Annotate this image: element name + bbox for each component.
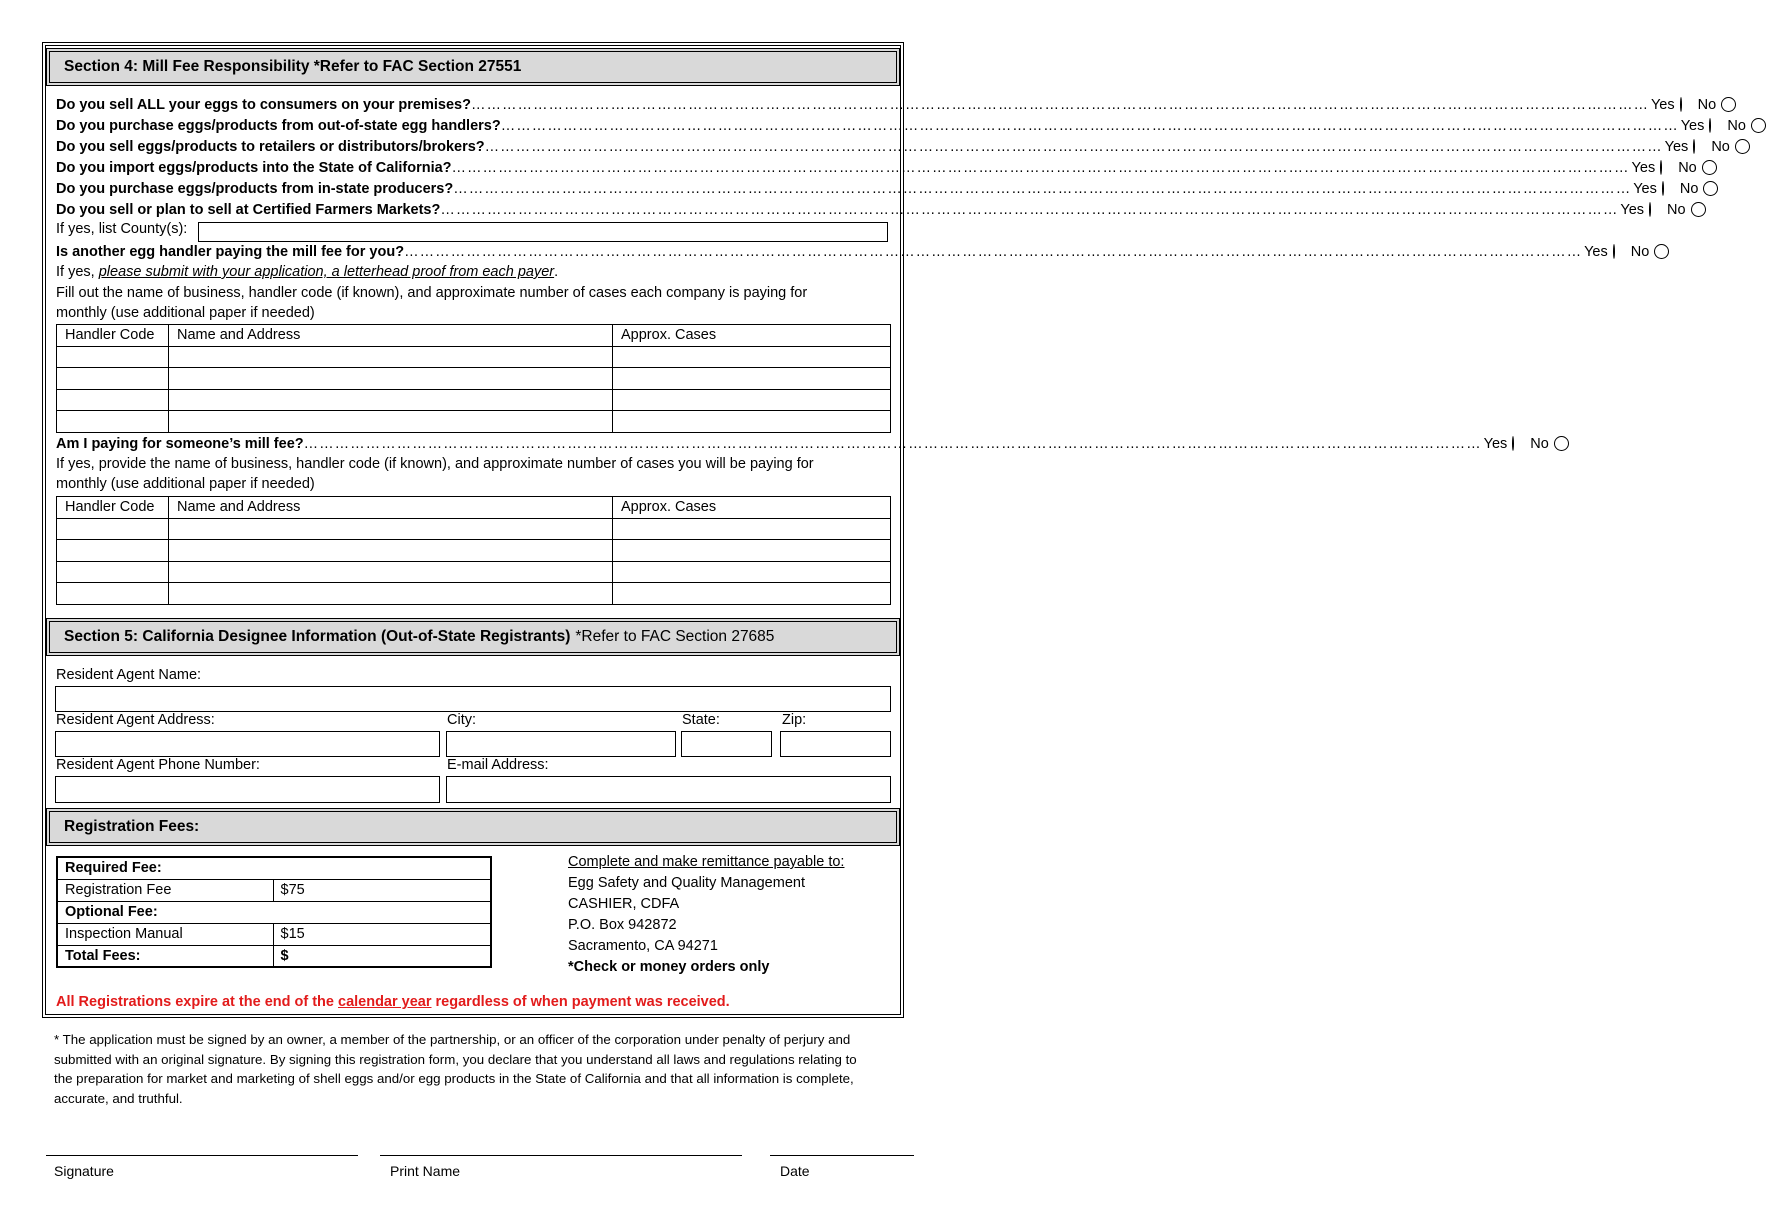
dot-leader: ………………………………………………………………………………………………………………………………………………………………………………………………………… [404, 243, 1583, 260]
inspection-manual-label: Inspection Manual [57, 923, 273, 945]
yes-label: Yes [1680, 117, 1705, 134]
yes-label: Yes [1664, 138, 1689, 155]
question-row [56, 157, 1697, 178]
table-header-row [57, 325, 891, 347]
date-input[interactable] [770, 1155, 914, 1156]
name-address-cell[interactable] [169, 583, 613, 605]
no-radio[interactable] [1703, 181, 1718, 196]
table-header-row [57, 497, 891, 519]
table-row [57, 368, 891, 390]
state-input[interactable] [681, 731, 772, 757]
no-radio[interactable] [1721, 97, 1736, 112]
agent-phone-label: Resident Agent Phone Number: [56, 757, 260, 773]
question-text: Do you sell eggs/products to retailers or distributors/brokers? [56, 138, 485, 155]
section5-ref: *Refer to FAC Section 27685 [575, 628, 775, 645]
handler-code-cell[interactable] [57, 368, 169, 390]
table-row [57, 411, 891, 433]
city-input[interactable] [446, 731, 676, 757]
question-text: Do you import eggs/products into the State of California? [56, 159, 452, 176]
table-row [57, 945, 491, 967]
yes-label: Yes [1631, 159, 1656, 176]
col-header-handler-code: Handler Code [57, 325, 169, 347]
fill-out-instructions: Fill out the name of business, handler code (if known), and approximate number of cases each company is paying for [56, 285, 808, 301]
agent-phone-input[interactable] [55, 776, 440, 803]
section5-header [46, 618, 900, 656]
col-header-approx-cases: Approx. Cases [613, 497, 891, 519]
handler-code-cell[interactable] [57, 518, 169, 540]
dot-leader: ………………………………………………………………………………………………………………………………………………………………………………………………………… [500, 117, 1679, 134]
table-row [57, 879, 491, 901]
name-address-cell[interactable] [169, 518, 613, 540]
question-row [56, 136, 1730, 157]
name-address-cell[interactable] [169, 389, 613, 411]
no-label: No [1667, 201, 1686, 218]
remit-line: P.O. Box 942872 [568, 917, 677, 933]
col-header-approx-cases: Approx. Cases [613, 325, 891, 347]
approx-cases-cell[interactable] [613, 561, 891, 583]
remit-line: CASHIER, CDFA [568, 896, 680, 912]
no-radio[interactable] [1554, 436, 1569, 451]
table-row [57, 583, 891, 605]
fees-title: Registration Fees: [64, 818, 200, 835]
no-label: No [1530, 435, 1549, 452]
section5-title: Section 5: California Designee Information (Out-of-State Registrants) [64, 628, 571, 645]
zip-input[interactable] [780, 731, 891, 757]
provide-instructions-cont: monthly (use additional paper if needed) [56, 476, 315, 492]
if-yes-note: If yes, please submit with your application, a letterhead proof from each payer. [56, 264, 559, 280]
dot-leader: ………………………………………………………………………………………………………………………………………………………………………………………………………… [303, 435, 1482, 452]
no-radio[interactable] [1751, 118, 1766, 133]
yes-label: Yes [1650, 96, 1675, 113]
agent-name-label: Resident Agent Name: [56, 667, 202, 683]
approx-cases-cell[interactable] [613, 346, 891, 368]
question-row [56, 94, 1717, 115]
registration-fee-value: $75 [273, 879, 491, 901]
signature-disclaimer: * The application must be signed by an owner, a member of the partnership, or an officer of the corporation under penalty of perjury and submitted with an original signature. By signing this registration form, you declare that you understand all laws and regulations relating to the preparation for market and marketing of shell eggs and/or egg products in the State of California and that all information is complete, accurate, and truthful. [54, 1032, 857, 1106]
dot-leader: ………………………………………………………………………………………………………………………………………………………………………………………………………… [484, 138, 1663, 155]
yes-radio[interactable] [1660, 160, 1662, 175]
agent-name-input[interactable] [55, 686, 891, 712]
yes-radio[interactable] [1649, 202, 1651, 217]
table-row [57, 857, 491, 879]
col-header-name-address: Name and Address [169, 497, 613, 519]
county-label: If yes, list County(s): [56, 221, 188, 237]
approx-cases-cell[interactable] [613, 389, 891, 411]
no-label: No [1711, 138, 1730, 155]
table-row [57, 561, 891, 583]
dot-leader: ………………………………………………………………………………………………………………………………………………………………………………………………………… [440, 201, 1619, 218]
question-text: Do you purchase eggs/products from out-of-state egg handlers? [56, 117, 501, 134]
question-text: Do you sell ALL your eggs to consumers on your premises? [56, 96, 471, 113]
table-row [57, 923, 491, 945]
question-row [56, 115, 1746, 136]
table-row [57, 346, 891, 368]
no-radio[interactable] [1702, 160, 1717, 175]
name-address-cell[interactable] [169, 561, 613, 583]
registration-fee-label: Registration Fee [57, 879, 273, 901]
approx-cases-cell[interactable] [613, 540, 891, 562]
col-header-name-address: Name and Address [169, 325, 613, 347]
handler-code-cell[interactable] [57, 540, 169, 562]
yes-radio[interactable] [1680, 97, 1682, 112]
no-label: No [1630, 243, 1650, 260]
question-row [56, 241, 1650, 262]
name-address-cell[interactable] [169, 411, 613, 433]
no-radio[interactable] [1654, 244, 1669, 259]
no-label: No [1678, 159, 1697, 176]
dot-leader: ………………………………………………………………………………………………………………………………………………………………………………………………………… [453, 180, 1632, 197]
fill-out-instructions-cont: monthly (use additional paper if needed) [56, 305, 315, 321]
yes-label: Yes [1620, 201, 1645, 218]
fees-table [56, 856, 492, 968]
no-radio[interactable] [1735, 139, 1750, 154]
name-address-cell[interactable] [169, 346, 613, 368]
question-text: Do you sell or plan to sell at Certified Farmers Markets? [56, 201, 441, 218]
yes-label: Yes [1483, 435, 1508, 452]
question-row [56, 178, 1699, 199]
date-label: Date [780, 1163, 810, 1179]
email-label: E-mail Address: [447, 757, 549, 773]
approx-cases-cell[interactable] [613, 368, 891, 390]
section4-header [46, 48, 900, 86]
approx-cases-cell[interactable] [613, 411, 891, 433]
email-input[interactable] [446, 776, 891, 803]
no-radio[interactable] [1691, 202, 1706, 217]
required-fee-label: Required Fee: [57, 857, 491, 879]
agent-address-input[interactable] [55, 731, 440, 757]
handler-code-cell[interactable] [57, 583, 169, 605]
yes-radio[interactable] [1613, 244, 1615, 259]
print-name-input[interactable] [380, 1155, 742, 1156]
provide-instructions: If yes, provide the name of business, handler code (if known), and approximate number of cases you will be paying for [56, 456, 814, 472]
handler-code-cell[interactable] [57, 411, 169, 433]
form-frame [42, 42, 1746, 1018]
total-fees-input[interactable]: $ [273, 945, 491, 967]
signature-input[interactable] [46, 1155, 358, 1156]
handler-code-cell[interactable] [57, 346, 169, 368]
no-label: No [1679, 180, 1699, 197]
total-fees-label: Total Fees: [57, 945, 273, 967]
name-address-cell[interactable] [169, 368, 613, 390]
col-header-handler-code: Handler Code [57, 497, 169, 519]
yes-radio[interactable] [1693, 139, 1695, 154]
inspection-manual-value: $15 [273, 923, 491, 945]
expiration-notice: All Registrations expire at the end of the calendar year regardless of when payment was received. [56, 994, 730, 1010]
question-row [56, 433, 1549, 454]
handler-code-cell[interactable] [57, 561, 169, 583]
yes-label: Yes [1633, 180, 1657, 197]
approx-cases-cell[interactable] [613, 518, 891, 540]
yes-radio[interactable] [1512, 436, 1514, 451]
dot-leader: ………………………………………………………………………………………………………………………………………………………………………………………………………… [451, 159, 1630, 176]
name-address-cell[interactable] [169, 540, 613, 562]
question-text: Do you purchase eggs/products from in-state producers? [56, 180, 454, 197]
optional-fee-label: Optional Fee: [57, 901, 491, 923]
section4-title: Section 4: Mill Fee Responsibility *Refer to FAC Section 27551 [64, 58, 522, 75]
agent-address-label: Resident Agent Address: [56, 712, 215, 728]
remit-heading: Complete and make remittance payable to: [568, 854, 845, 870]
question-row [56, 199, 1686, 220]
city-label: City: [447, 712, 476, 728]
remittance-info [568, 852, 844, 978]
no-label: No [1727, 117, 1746, 134]
state-label: State: [682, 712, 720, 728]
payee-table [56, 496, 891, 605]
handler-code-cell[interactable] [57, 389, 169, 411]
question-text: Am I paying for someone’s mill fee? [56, 435, 304, 452]
remit-note: *Check or money orders only [568, 959, 770, 975]
print-name-label: Print Name [390, 1163, 461, 1179]
table-row [57, 540, 891, 562]
table-row [57, 389, 891, 411]
yes-label: Yes [1584, 243, 1608, 260]
approx-cases-cell[interactable] [613, 583, 891, 605]
no-label: No [1697, 96, 1717, 113]
yes-radio[interactable] [1709, 118, 1711, 133]
yes-radio[interactable] [1662, 181, 1664, 196]
table-row [57, 901, 491, 923]
signature-label: Signature [54, 1163, 114, 1179]
table-row [57, 518, 891, 540]
county-input[interactable] [198, 222, 888, 242]
remit-line: Sacramento, CA 94271 [568, 938, 718, 954]
fees-header [46, 808, 900, 846]
remit-line: Egg Safety and Quality Management [568, 875, 805, 891]
dot-leader: ………………………………………………………………………………………………………………………………………………………………………………………………………… [470, 96, 1649, 113]
zip-label: Zip: [782, 712, 807, 728]
question-text: Is another egg handler paying the mill fee for you? [56, 243, 405, 260]
payer-table [56, 324, 891, 433]
